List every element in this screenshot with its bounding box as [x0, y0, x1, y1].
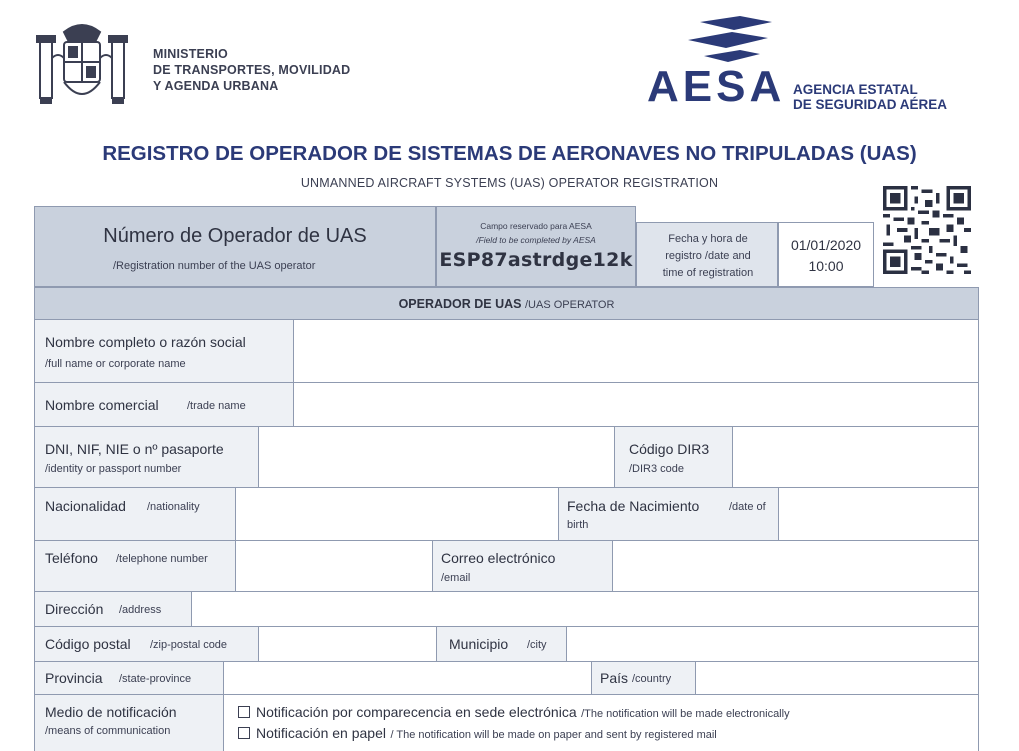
birth-date-field[interactable]: [779, 488, 978, 540]
label-en: /country: [632, 673, 672, 685]
label-en: /state-province: [119, 673, 192, 685]
label-es: Provincia: [45, 670, 103, 686]
checkbox-electronic[interactable]: [238, 706, 250, 718]
postal-code-label: [35, 627, 259, 661]
label-en: /telephone number: [116, 553, 208, 565]
identity-number-label: [35, 427, 259, 487]
row-contact: [34, 541, 979, 592]
dir3-code-label: [615, 427, 733, 487]
label-es: Nacionalidad: [45, 498, 126, 514]
fecha-label-line: registro /date and: [665, 250, 751, 262]
notification-label: [35, 695, 224, 751]
form-subtitle: UNMANNED AIRCRAFT SYSTEMS (UAS) OPERATOR REGISTRATION: [300, 176, 719, 190]
reserved-label-en: /Field to be completed by AESA: [476, 235, 596, 245]
label-es: Fecha de Nacimiento: [567, 498, 700, 514]
registration-time: 10:00: [808, 258, 844, 274]
label-en: /means of communication: [45, 725, 171, 737]
dir3-code-field[interactable]: [733, 427, 978, 487]
birth-date-label: [559, 488, 779, 540]
label-es: Nombre comercial: [45, 397, 159, 413]
registration-datetime-value: [779, 235, 873, 277]
city-field[interactable]: [567, 627, 978, 661]
email-label: [433, 541, 613, 591]
aesa-subtitle: [793, 82, 947, 112]
section-header-uas-operator: [34, 287, 979, 320]
operator-number-label: Número de Operador de UAS: [103, 225, 367, 247]
aesa-subtitle-line: DE SEGURIDAD AÉREA: [793, 97, 948, 112]
notification-option-electronic[interactable]: [238, 704, 790, 722]
section-title-en: /UAS OPERATOR: [524, 299, 615, 311]
operator-number-label-en: /Registration number of the UAS operator: [113, 260, 316, 272]
aesa-logo-text: AESA: [647, 62, 786, 111]
label-en: /DIR3 code: [629, 463, 685, 475]
registration-datetime-label: [643, 231, 773, 282]
postal-code-field[interactable]: [259, 627, 437, 661]
city-label: [437, 627, 567, 661]
ministry-line: MINISTERIO: [153, 47, 228, 61]
row-address: [34, 592, 979, 627]
ministry-line: DE TRANSPORTES, MOVILIDAD: [153, 63, 351, 77]
trade-name-label: [35, 383, 294, 426]
label-es: Municipio: [449, 636, 509, 652]
row-nationality: [34, 488, 979, 541]
trade-name-field[interactable]: [294, 383, 978, 426]
identity-number-field[interactable]: [259, 427, 615, 487]
form-title: REGISTRO DE OPERADOR DE SISTEMAS DE AERONAVES NO TRIPULADAS (UAS): [102, 142, 917, 165]
province-label: [35, 662, 224, 694]
ministry-name: [153, 46, 350, 94]
label-en: /city: [527, 639, 547, 651]
label-en: /nationality: [147, 501, 200, 513]
label-es: Dirección: [45, 601, 104, 617]
registration-datetime-label-box: [636, 222, 778, 287]
option-label-en: / The notification will be made on paper and sent by registered mail: [390, 729, 717, 741]
label-en: /identity or passport number: [45, 463, 182, 475]
option-label-es: Notificación por comparecencia en sede electrónica: [256, 704, 577, 720]
aesa-subtitle-line: AGENCIA ESTATAL: [793, 82, 918, 97]
reserved-label: Campo reservado para AESA: [480, 221, 592, 231]
option-label-es: Notificación en papel: [256, 725, 386, 741]
nationality-label: [35, 488, 236, 540]
label-es: Código postal: [45, 636, 131, 652]
qr-code-icon: [883, 186, 971, 274]
label-es: DNI, NIF, NIE o nº pasaporte: [45, 441, 224, 457]
address-label: [35, 592, 192, 626]
label-es: Medio de notificación: [45, 704, 177, 720]
section-title-es: OPERADOR DE UAS: [398, 297, 522, 311]
label-en: /email: [441, 572, 471, 584]
label-en: /full name or corporate name: [45, 358, 186, 370]
email-field[interactable]: [613, 541, 978, 591]
country-field[interactable]: [696, 662, 978, 694]
label-es: Nombre completo o razón social: [45, 334, 246, 350]
fecha-label-line: Fecha y hora de: [668, 233, 748, 245]
notification-options: [224, 695, 978, 751]
aesa-reserved-field: [436, 206, 636, 287]
aesa-logo-mark-icon: [680, 14, 780, 66]
operator-number-box: [34, 206, 436, 287]
label-es: Código DIR3: [629, 441, 710, 457]
telephone-field[interactable]: [236, 541, 433, 591]
nationality-field[interactable]: [236, 488, 559, 540]
section-title: [35, 297, 978, 311]
registration-datetime-value-box: [778, 222, 874, 287]
row-notification: [34, 695, 979, 751]
label-es: País: [600, 670, 629, 686]
label-en: /trade name: [187, 400, 246, 412]
coat-of-arms-icon: [34, 18, 130, 112]
label-en: /address: [119, 604, 162, 616]
row-province: [34, 662, 979, 695]
checkbox-paper[interactable]: [238, 727, 250, 739]
notification-option-paper[interactable]: [238, 725, 717, 743]
label-en: birth: [567, 519, 589, 531]
registration-date: 01/01/2020: [790, 237, 862, 253]
telephone-label: [35, 541, 236, 591]
row-trade-name: [34, 383, 979, 427]
full-name-label: [35, 320, 294, 382]
country-label: [592, 662, 696, 694]
label-en: /zip-postal code: [150, 639, 228, 651]
address-field[interactable]: [192, 592, 978, 626]
label-es: Correo electrónico: [441, 550, 556, 566]
row-full-name: [34, 320, 979, 383]
row-postal: [34, 627, 979, 662]
label-en: /date of: [729, 501, 766, 513]
row-identity: [34, 427, 979, 488]
province-field[interactable]: [224, 662, 592, 694]
fecha-label-line: time of registration: [662, 267, 754, 279]
ministry-line: Y AGENDA URBANA: [153, 79, 279, 93]
operator-number-value: ESP87astrdge12k: [439, 249, 633, 271]
label-es: Teléfono: [45, 550, 98, 566]
option-label-en: /The notification will be made electronically: [581, 708, 790, 720]
full-name-field[interactable]: [294, 320, 978, 382]
